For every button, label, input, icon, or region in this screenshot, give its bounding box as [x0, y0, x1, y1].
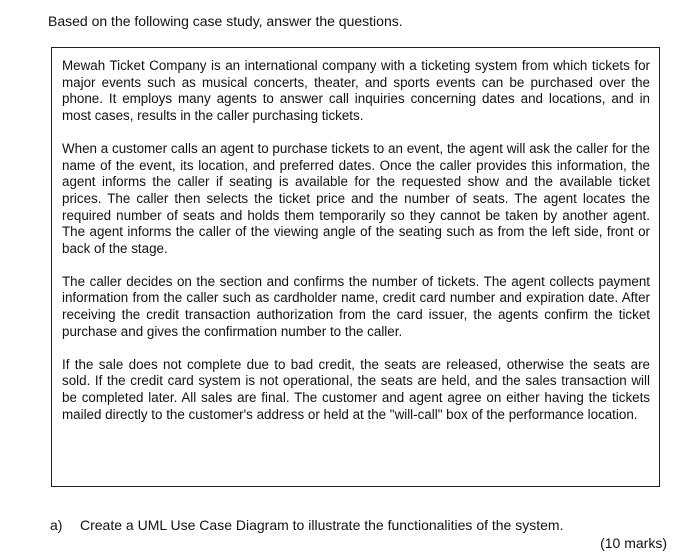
question-marks: (10 marks) — [600, 535, 667, 551]
case-study-box — [51, 47, 660, 487]
question-a — [50, 516, 670, 534]
case-paragraph-4: If the sale does not complete due to bad credit, the seats are released, otherwise the seats are sold. If the credit card system is not operational, the seats are held, and the sales transaction will be completed later. All sales are final. The customer and agent agree on either having the tickets mailed directly to the customer's address or held at the "will-call" box of the performance location. — [62, 356, 650, 422]
case-paragraph-2: When a customer calls an agent to purchase tickets to an event, the agent will ask the caller for the name of the event, its location, and preferred dates. Once the caller provides this information, the agent informs the caller if seating is available for the requested show and the available ticket prices. The caller then selects the ticket price and the number of seats. The agent locates the required number of seats and holds them temporarily so they cannot be taken by another agent. The agent informs the caller of the viewing angle of the seating such as from the left side, front or back of the stage. — [62, 140, 650, 257]
case-paragraph-3: The caller decides on the section and confirms the number of tickets. The agent collects payment information from the caller such as cardholder name, credit card number and expiration date. After receiving the credit transaction authorization from the card issuer, the agents confirm the ticket purchase and gives the confirmation number to the caller. — [62, 273, 650, 339]
question-text: Create a UML Use Case Diagram to illustrate the functionalities of the system. — [80, 517, 564, 533]
question-letter: a) — [50, 517, 63, 533]
case-paragraph-1: Mewah Ticket Company is an international company with a ticketing system from which tickets for major events such as musical concerts, theater, and sports events can be purchased over the phone. It employs many agents to answer call inquiries concerning dates and locations, and in most cases, results in the caller purchasing tickets. — [62, 58, 650, 124]
instruction-text: Based on the following case study, answer the questions. — [48, 13, 403, 29]
